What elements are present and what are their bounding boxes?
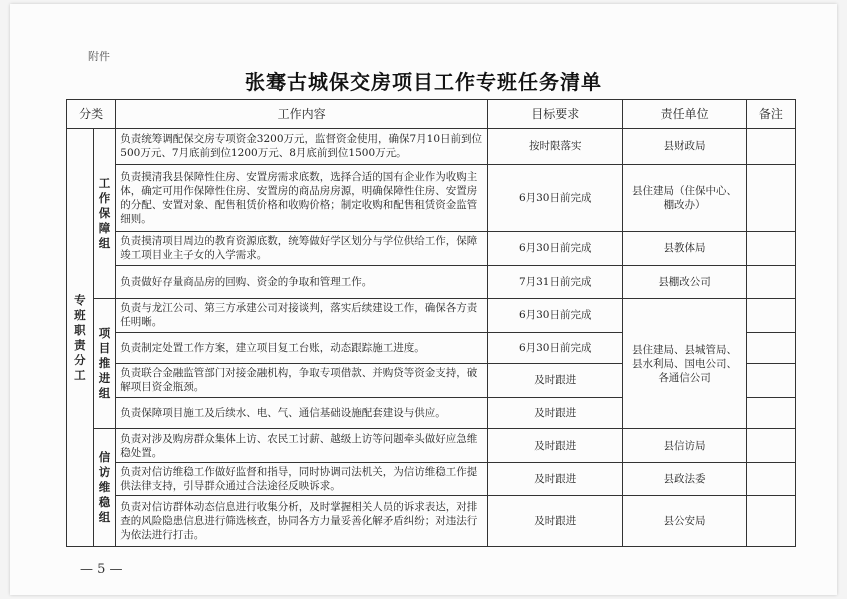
table-row (67, 164, 796, 231)
task-note (746, 265, 795, 299)
table-row (67, 462, 796, 496)
task-target: 6月30日前完成 (487, 231, 623, 265)
task-dept: 县棚改公司 (623, 265, 746, 299)
task-note (746, 462, 795, 496)
task-target: 6月30日前完成 (487, 332, 623, 364)
group-label: 工作保障组 (98, 176, 111, 251)
task-content: 负责摸清我县保障性住房、安置房需求底数，选择合适的国有企业作为收购主体，确定可用作保障性住房、安置房的商品房房源，明确保障性住房、安置房的分配、安置对象、配售租赁价格和收购价格；制定收购和配售租赁资金监管细则。 (116, 164, 488, 231)
task-target: 7月31日前完成 (487, 265, 623, 299)
task-dept: 县政法委 (623, 462, 746, 496)
task-note (746, 332, 795, 364)
task-content: 负责保障项目施工及后续水、电、气、通信基础设施配套建设与供应。 (116, 397, 488, 429)
task-note (746, 129, 795, 165)
task-target: 及时跟进 (487, 462, 623, 496)
task-note (746, 364, 795, 398)
task-note (746, 397, 795, 429)
col-header-dept: 责任单位 (623, 100, 746, 129)
task-content: 负责对涉及购房群众集体上访、农民工讨薪、越级上访等问题牵头做好应急维稳处置。 (116, 429, 488, 463)
task-target: 按时限落实 (487, 129, 623, 165)
task-content: 负责联合金融监管部门对接金融机构，争取专项借款、并购贷等资金支持，破解项目资金瓶颈。 (116, 364, 488, 398)
group-cell-guarantee (93, 129, 116, 299)
task-note (746, 496, 795, 547)
task-content: 负责制定处置工作方案，建立项目复工台账，动态跟踪施工进度。 (116, 332, 488, 364)
task-content: 负责统筹调配保交房专项资金3200万元，监督资金使用，确保7月10日前到位500万元、7月底前到位1200万元、8月底前到位1500万元。 (116, 129, 488, 165)
task-dept-merged: 县住建局、县城管局、县水利局、国电公司、各通信公司 (623, 299, 746, 429)
task-note (746, 429, 795, 463)
col-header-note: 备注 (746, 100, 795, 129)
table-row (67, 299, 796, 333)
task-note (746, 299, 795, 333)
table-row (67, 129, 796, 165)
task-target: 6月30日前完成 (487, 299, 623, 333)
task-target: 及时跟进 (487, 397, 623, 429)
table-header-row (67, 100, 796, 129)
task-dept: 县财政局 (623, 129, 746, 165)
category-label: 专班职责分工 (74, 292, 86, 382)
category-cell (67, 129, 94, 547)
task-dept: 县教体局 (623, 231, 746, 265)
table-row (67, 429, 796, 463)
col-header-category: 分类 (67, 100, 116, 129)
task-content: 负责对信访群体动态信息进行收集分析，及时掌握相关人员的诉求表达，对排查的风险隐患信息进行筛选核查，协同各方力量妥善化解矛盾纠纷；对违法行为依法进行打击。 (116, 496, 488, 547)
col-header-content: 工作内容 (116, 100, 488, 129)
document-page (10, 4, 837, 595)
task-dept: 县信访局 (623, 429, 746, 463)
task-dept: 县住建局（住保中心、棚改办） (623, 164, 746, 231)
task-target: 6月30日前完成 (487, 164, 623, 231)
task-table (66, 99, 796, 547)
task-note (746, 231, 795, 265)
table-row (67, 231, 796, 265)
task-content: 负责摸清项目周边的教育资源底数，统筹做好学区划分与学位供给工作，保障竣工项目业主子女的入学需求。 (116, 231, 488, 265)
group-label: 项目推进组 (98, 326, 111, 401)
table-row (67, 496, 796, 547)
attachment-label: 附件 (88, 50, 110, 63)
task-content: 负责做好存量商品房的回购、资金的争取和管理工作。 (116, 265, 488, 299)
table-row (67, 265, 796, 299)
col-header-target: 目标要求 (487, 100, 623, 129)
task-target: 及时跟进 (487, 496, 623, 547)
task-dept: 县公安局 (623, 496, 746, 547)
task-note (746, 164, 795, 231)
task-target: 及时跟进 (487, 364, 623, 398)
group-cell-petition (93, 429, 116, 547)
task-target: 及时跟进 (487, 429, 623, 463)
task-content: 负责与龙江公司、第三方承建公司对接谈判，落实后续建设工作，确保各方责任明晰。 (116, 299, 488, 333)
task-content: 负责对信访维稳工作做好监督和指导，同时协调司法机关，为信访维稳工作提供法律支持，引导群众通过合法途径反映诉求。 (116, 462, 488, 496)
group-label: 信访维稳组 (98, 450, 111, 525)
page-title: 张骞古城保交房项目工作专班任务清单 (245, 70, 602, 94)
page-number: — 5 — (80, 562, 123, 577)
group-cell-project (93, 299, 116, 429)
